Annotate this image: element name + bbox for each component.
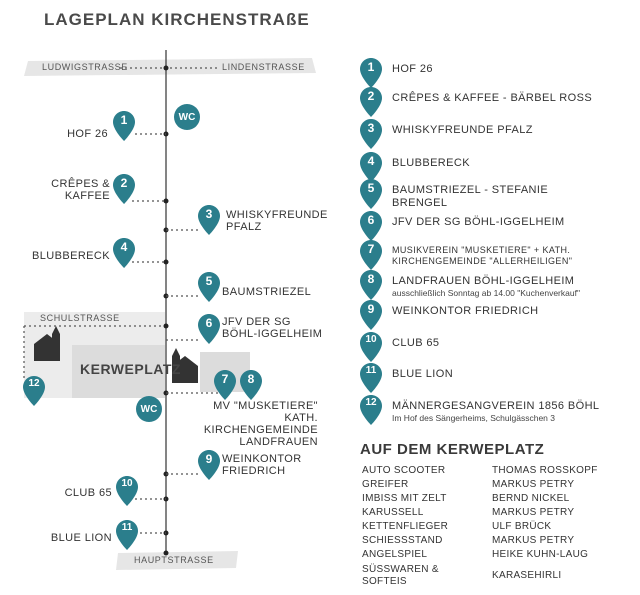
pin-number: 7 [221,372,229,386]
pin-number: 4 [120,240,128,254]
map-pin-7 [214,370,236,400]
map-pin-6 [198,314,220,344]
legend-text: MÄNNERGESANGVEREIN 1856 BÖHL [392,400,600,412]
hauptstrasse-label: HAUPTSTRASSE [134,555,214,565]
kerweplatz-ride: SCHIESSSTAND [362,535,443,546]
legend-entry [392,216,565,229]
legend-text: LANDFRAUEN BÖHL-IGGELHEIM [392,275,575,287]
pin-number: 9 [367,302,375,316]
kerweplatz-operator: MARKUS PETRY [492,507,575,518]
pin-number: 3 [205,207,213,221]
legend-text: JFV DER SG BÖHL-IGGELHEIM [392,216,565,228]
kerweplatz-operator: ULF BRÜCK [492,521,552,532]
legend-text: MUSIKVEREIN "MUSKETIERE" + KATH. [392,245,571,255]
map-pin-3 [198,205,220,235]
kerweplatz-heading: AUF DEM KERWEPLATZ [360,441,545,458]
pin-number: 5 [367,181,375,195]
legend-entry [392,400,599,424]
legend-pin-12 [360,395,382,425]
kerweplatz-operator: MARKUS PETRY [492,535,575,546]
map-pin-4 [113,238,135,268]
map-pin-9 [198,450,220,480]
kerweplatz-operator: THOMAS ROSSKOPF [492,465,598,476]
map-label-hof26: HOF 26 [67,128,108,140]
pin-number: 5 [205,274,213,288]
kerweplatz-operator: HEIKE KUHN-LAUG [492,549,589,560]
map-label-baumstriezel: BAUMSTRIEZEL [222,286,312,298]
map-pin-12 [23,376,45,406]
pin-number: 12 [365,397,377,408]
legend-text: CLUB 65 [392,337,440,349]
pin-number: 10 [121,478,133,489]
pin-number: 1 [120,113,128,127]
kerweplatz-label: KERWEPLATZ [80,361,181,377]
map-label-bluelion: BLUE LION [50,532,112,544]
pin-number: 11 [365,365,377,376]
legend-pin-8 [360,270,382,300]
kerweplatz-ride: AUTO SCOOTER [362,465,446,476]
map-pin-2 [113,174,135,204]
pin-number: 7 [367,242,375,256]
kerweplatz-ride: IMBISS MIT ZELT [362,493,447,504]
ludwigstrasse-label: LUDWIGSTRASSE [42,62,128,72]
legend-entry [392,337,439,350]
pin-number: 9 [205,452,213,466]
legend-entry [392,92,592,105]
pin-number: 12 [28,378,40,389]
legend-pin-5 [360,179,382,209]
pin-number: 1 [367,60,375,74]
legend-pin-9 [360,300,382,330]
map-label-weinkontor: WEINKONTOR FRIEDRICH [222,453,302,477]
map-label-crepes: CRÊPES & KAFFEE [51,178,110,202]
kerweplatz-ride: ANGELSPIEL [362,549,428,560]
kerweplatz-ride: KETTENFLIEGER [362,521,449,532]
map-pin-5 [198,272,220,302]
legend-pin-2 [360,87,382,117]
map-label-mv: MV "MUSKETIERE" KATH. KIRCHENGEMEINDE LANDFRAUEN [203,400,318,448]
legend-subtext: ausschließlich Sonntag ab 14.00 "Kuchenverkauf" [392,288,580,298]
pin-number: 2 [120,176,128,190]
kerweplatz-operator: KARASEHIRLI [492,570,562,581]
map-label-club65: CLUB 65 [64,487,112,499]
legend-text: BLUBBERECK [392,157,470,169]
map-pin-8 [240,370,262,400]
legend-pin-3 [360,119,382,149]
kerweplatz-ride: GREIFER [362,479,409,490]
legend-text-2: BRENGEL [392,197,448,209]
map-pin-10 [116,476,138,506]
legend-entry [392,245,572,267]
pin-number: 4 [367,154,375,168]
legend-pin-11 [360,363,382,393]
pin-number: 6 [205,316,213,330]
legend-entry [392,275,580,299]
map-pin-11 [116,520,138,550]
kerweplatz-ride: KARUSSELL [362,507,424,518]
pin-number: 6 [367,213,375,227]
legend-text: CRÊPES & KAFFEE - BÄRBEL ROSS [392,92,593,104]
legend-pin-7 [360,240,382,270]
pin-number: 2 [367,89,375,103]
map-label-jfv: JFV DER SG BÖHL-IGGELHEIM [222,316,323,340]
legend-pin-6 [360,211,382,241]
wc-icon-2: WC [136,396,162,422]
legend-entry [392,124,533,137]
legend-entry [392,368,453,381]
legend-subtext: Im Hof des Sängerheims, Schulgässchen 3 [392,413,556,423]
pin-number: 8 [247,372,255,386]
legend-pin-4 [360,152,382,182]
kerweplatz-ride: SÜSSWAREN & [362,564,439,575]
kerweplatz-ride: SOFTEIS [362,576,407,587]
legend-text-2: KIRCHENGEMEINDE "ALLERHEILIGEN" [392,256,573,266]
legend-text: WEINKONTOR FRIEDRICH [392,305,539,317]
legend-entry [392,157,470,170]
legend-entry [392,63,433,76]
legend-entry [392,305,539,318]
map-pin-1 [113,111,135,141]
legend-pin-1 [360,58,382,88]
lindenstrasse-label: LINDENSTRASSE [222,62,305,72]
legend-text: WHISKYFREUNDE PFALZ [392,124,533,136]
map-title: LAGEPLAN KIRCHENSTRAßE [44,10,310,29]
pin-number: 3 [367,121,375,135]
pin-number: 11 [121,522,133,533]
kerweplatz-operator: BERND NICKEL [492,493,570,504]
legend-text: BAUMSTRIEZEL - STEFANIE [392,184,549,196]
wc-icon: WC [174,104,200,130]
schulstrasse-label: SCHULSTRASSE [40,313,120,323]
kerweplatz-operator: MARKUS PETRY [492,479,575,490]
legend-text: BLUE LION [392,368,454,380]
map-label-blubbereck: BLUBBERECK [32,250,110,262]
map-label-whisky: WHISKYFREUNDE PFALZ [226,209,328,233]
legend-pin-10 [360,332,382,362]
pin-number: 8 [367,272,375,286]
pin-number: 10 [365,334,377,345]
legend-text: HOF 26 [392,63,433,75]
legend-entry [392,184,548,210]
